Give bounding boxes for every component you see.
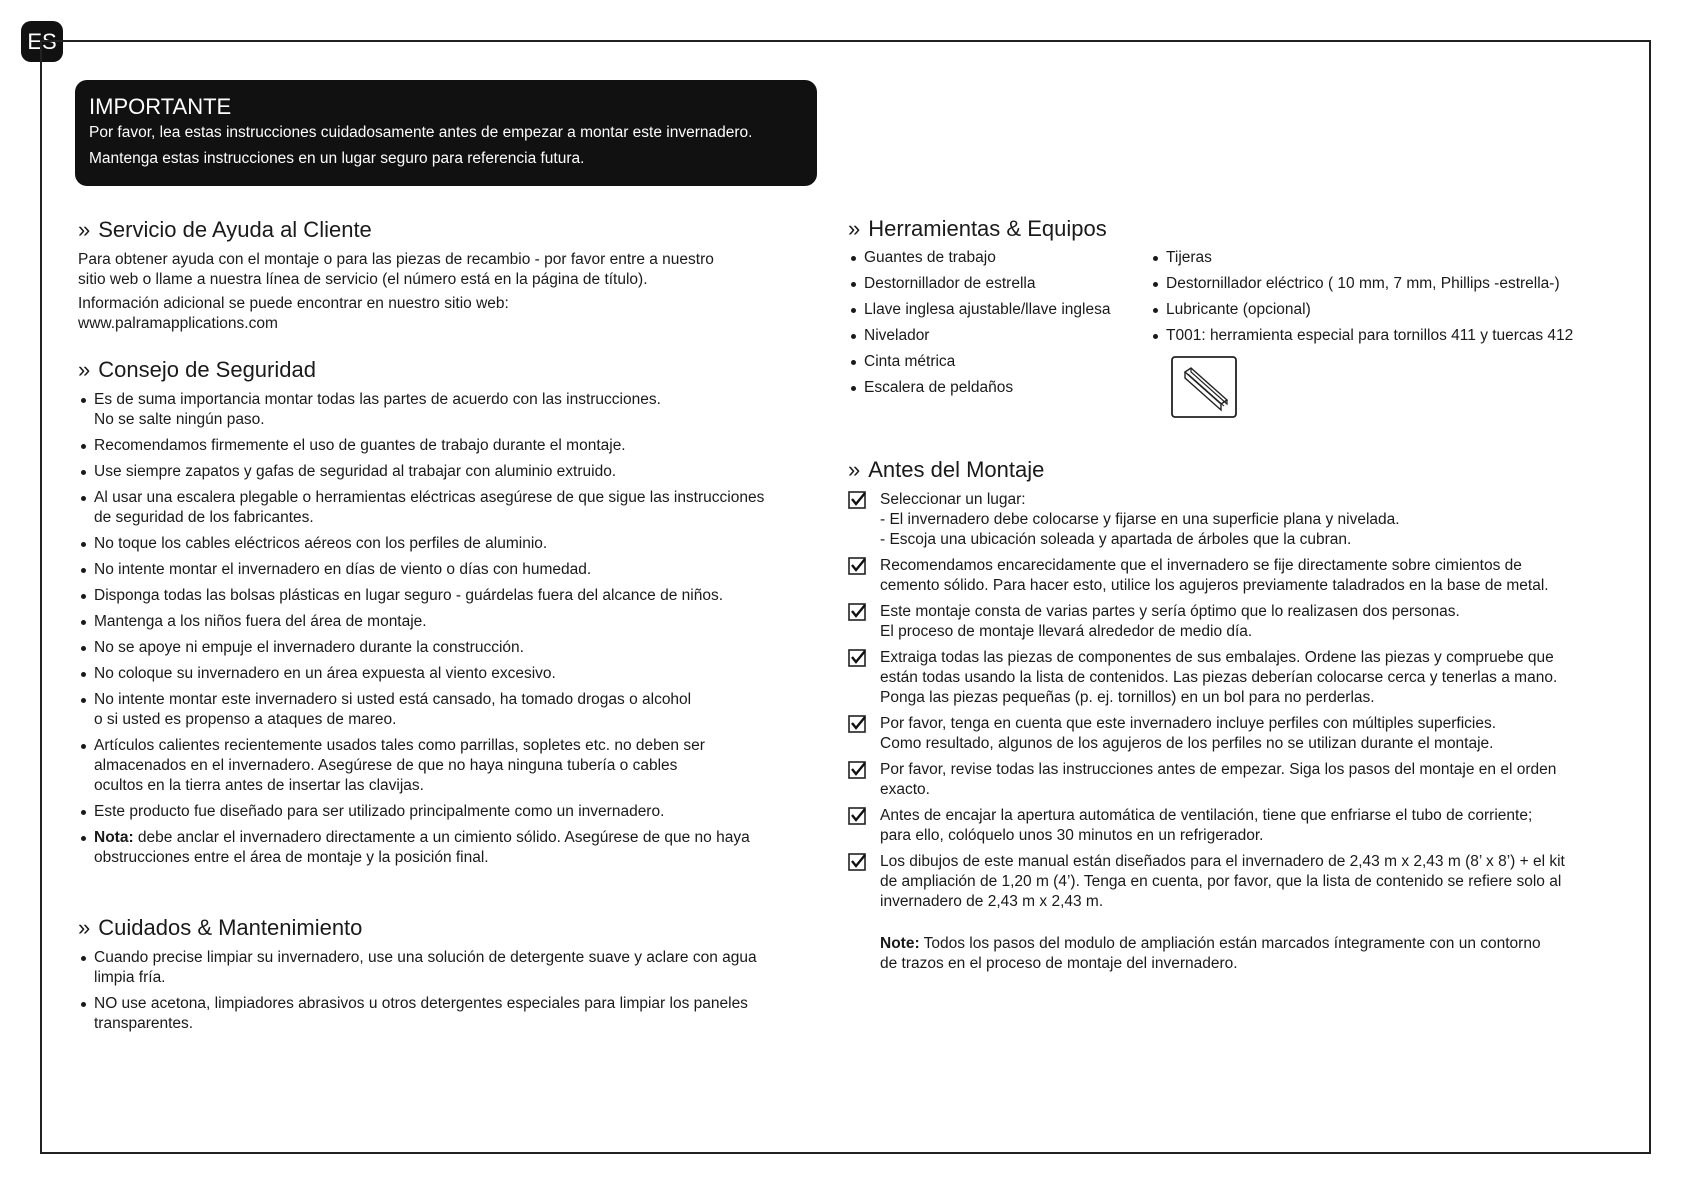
language-badge: ES: [21, 21, 63, 62]
important-line-2: Mantenga estas instrucciones en un lugar seguro para referencia futura.: [89, 150, 585, 167]
safety-item: No se apoye ni empuje el invernadero durante la construcción.: [78, 638, 798, 658]
care-item: NO use acetona, limpiadores abrasivos u otros detergentes especiales para limpiar los paneles transparentes.: [78, 994, 798, 1034]
safety-item: Este producto fue diseñado para ser utilizado principalmente como un invernadero.: [78, 802, 798, 822]
checkbox-checked-icon: [848, 853, 866, 871]
safety-item: Es de suma importancia montar todas las partes de acuerdo con las instrucciones. No se salte ningún paso.: [78, 390, 798, 430]
checklist-item: Por favor, revise todas las instrucciones antes de empezar. Siga los pasos del montaje en el orden exacto.: [848, 760, 1628, 800]
safety-item: Mantenga a los niños fuera del área de montaje.: [78, 612, 798, 632]
tool-item: Tijeras: [1150, 248, 1630, 268]
tool-item: Destornillador de estrella: [848, 274, 1138, 294]
tool-item: Destornillador eléctrico ( 10 mm, 7 mm, Phillips -estrella-): [1150, 274, 1630, 294]
assembly-note: Note: Todos los pasos del modulo de ampliación están marcados íntegramente con un contorno de trazos en el proceso de montaje del invernadero.: [880, 935, 1541, 972]
checkbox-checked-icon: [848, 603, 866, 621]
tool-item: Llave inglesa ajustable/llave inglesa: [848, 300, 1138, 320]
care-heading: » Cuidados & Mantenimiento: [78, 915, 363, 940]
checkbox-checked-icon: [848, 761, 866, 779]
safety-note: Nota: debe anclar el invernadero directamente a un cimiento sólido. Asegúrese de que no haya obstrucciones entre el área de montaje y la posición final.: [78, 828, 798, 868]
tools-list-2: [1150, 248, 1630, 346]
customer-service-heading: » Servicio de Ayuda al Cliente: [78, 217, 372, 242]
safety-item: No coloque su invernadero en un área expuesta al viento excesivo.: [78, 664, 798, 684]
important-title: IMPORTANTE: [89, 94, 232, 119]
checkbox-checked-icon: [848, 807, 866, 825]
important-notice: [75, 80, 817, 186]
tool-item: Escalera de peldaños: [848, 378, 1138, 398]
tool-item: T001: herramienta especial para tornillos 411 y tuercas 412: [1150, 326, 1630, 346]
safety-item: No toque los cables eléctricos aéreos con los perfiles de aluminio.: [78, 534, 798, 554]
website-link[interactable]: www.palramapplications.com: [78, 315, 278, 332]
tools-column-1: [848, 248, 1138, 404]
safety-item: Artículos calientes recientemente usados tales como parrillas, sopletes etc. no deben ser almacenados en el invernadero. Asegúrese de que no haya ninguna tubería o cables ocultos en la tierra antes de insertar las clavijas.: [78, 736, 798, 796]
safety-item: Disponga todas las bolsas plásticas en lugar seguro - guárdelas fuera del alcance de niños.: [78, 586, 798, 606]
checklist-item: Extraiga todas las piezas de componentes de sus embalajes. Ordene las piezas y compruebe que están todas usando la lista de contenidos. Las piezas deberían colocarse cerca y tenerlas a mano. Ponga las piezas pequeñas (p. ej. tornillos) en un bol para no perderlas.: [848, 648, 1628, 708]
tool-item: Cinta métrica: [848, 352, 1138, 372]
care-item: Cuando precise limpiar su invernadero, use una solución de detergente suave y aclare con agua limpia fría.: [78, 948, 798, 988]
checklist-item: Los dibujos de este manual están diseñados para el invernadero de 2,43 m x 2,43 m (8’ x 8’) + el kit de ampliación de 1,20 m (4’). Tenga en cuenta, por favor, que la lista de contenido se refiere solo al invernadero de 2,43 m x 2,43 m.: [848, 852, 1628, 912]
tools-section: [848, 215, 1628, 249]
tools-column-2: [1150, 248, 1630, 352]
before-assembly-heading: » Antes del Montaje: [848, 457, 1045, 482]
checklist-item: Este montaje consta de varias partes y sería óptimo que lo realizasen dos personas. El proceso de montaje llevará alrededor de medio día.: [848, 602, 1628, 642]
checklist-item: Recomendamos encarecidamente que el invernadero se fije directamente sobre cimientos de cemento sólido. Para hacer esto, utilice los agujeros previamente taladrados en la base de metal.: [848, 556, 1628, 596]
tools-heading: » Herramientas & Equipos: [848, 216, 1107, 241]
safety-item: Al usar una escalera plegable o herramientas eléctricas asegúrese de que sigue las instrucciones de seguridad de los fabricantes.: [78, 488, 798, 528]
safety-heading: » Consejo de Seguridad: [78, 357, 316, 382]
tool-item: Guantes de trabajo: [848, 248, 1138, 268]
before-assembly-list: [848, 490, 1628, 912]
special-tool-t001-icon: [1171, 356, 1237, 418]
safety-item: Recomendamos firmemente el uso de guantes de trabajo durante el montaje.: [78, 436, 798, 456]
care-list: [78, 948, 798, 1034]
tools-list-1: [848, 248, 1138, 398]
checklist-item: Seleccionar un lugar: - El invernadero debe colocarse y fijarse en una superficie plana y nivelada. - Escoja una ubicación soleada y apartada de árboles que la cubran.: [848, 490, 1628, 550]
customer-service-section: [78, 216, 798, 338]
checkbox-checked-icon: [848, 557, 866, 575]
customer-service-paragraph: Para obtener ayuda con el montaje o para las piezas de recambio - por favor entre a nuestro sitio web o llame a nuestra línea de servicio (el número está en la página de título).: [78, 251, 714, 288]
safety-list: [78, 390, 798, 822]
checkbox-checked-icon: [848, 649, 866, 667]
care-section: [78, 914, 798, 1040]
checklist-item: Por favor, tenga en cuenta que este invernadero incluye perfiles con múltiples superficies. Como resultado, algunos de los agujeros de los perfiles no se utilizan durante el montaje.: [848, 714, 1628, 754]
tool-item: Lubricante (opcional): [1150, 300, 1630, 320]
safety-note-list: [78, 828, 798, 868]
checklist-item: Antes de encajar la apertura automática de ventilación, tiene que enfriarse el tubo de corriente; para ello, colóquelo unos 30 minutos en un refrigerador.: [848, 806, 1628, 846]
tool-item: Nivelador: [848, 326, 1138, 346]
checkbox-checked-icon: [848, 715, 866, 733]
safety-item: No intente montar el invernadero en días de viento o días con humedad.: [78, 560, 798, 580]
important-line-1: Por favor, lea estas instrucciones cuidadosamente antes de empezar a montar este invernadero.: [89, 124, 753, 141]
before-assembly-section: [848, 456, 1628, 974]
website-paragraph: Información adicional se puede encontrar en nuestro sitio web: www.palramapplications.com: [78, 294, 798, 334]
checkbox-checked-icon: [848, 491, 866, 509]
safety-item: No intente montar este invernadero si usted está cansado, ha tomado drogas o alcohol o si usted es propenso a ataques de mareo.: [78, 690, 798, 730]
safety-item: Use siempre zapatos y gafas de seguridad al trabajar con aluminio extruido.: [78, 462, 798, 482]
safety-section: [78, 356, 798, 874]
